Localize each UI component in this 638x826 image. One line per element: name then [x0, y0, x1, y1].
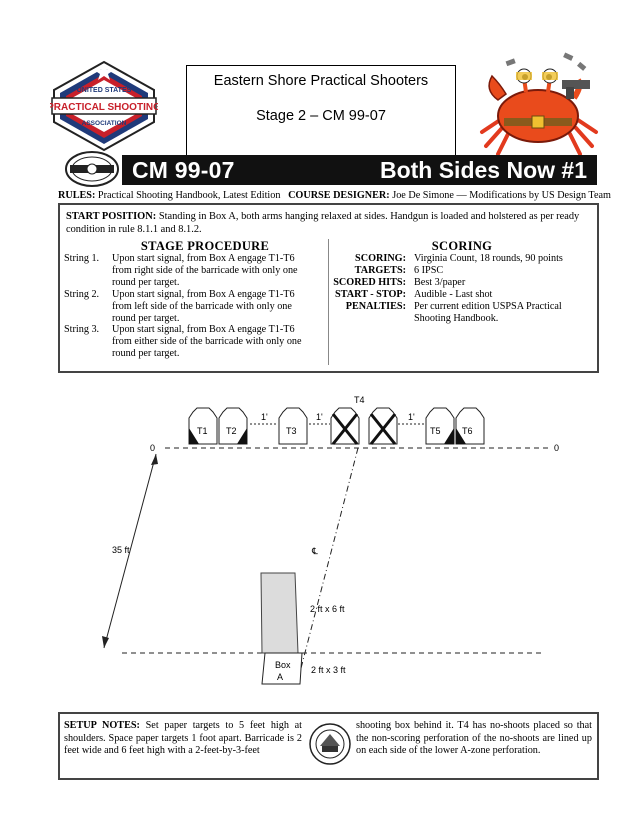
penalties-label: PENALTIES:: [345, 301, 406, 312]
distance-label: 35 ft: [112, 545, 130, 555]
string-text: [112, 324, 324, 360]
setup-notes-left: [64, 720, 302, 758]
spacing-label: 1': [316, 412, 323, 422]
targets-value: 6 IPSC: [414, 265, 444, 276]
box-size-label: 2 ft x 3 ft: [311, 665, 346, 675]
string-line: from either side of the barricade with only one: [112, 336, 302, 347]
rules-line: [58, 190, 618, 201]
setup-notes-text: Set paper targets to 5 feet high at shoulders. Space paper targets 1 foot apart. Barricade is 2 feet wide and 6 feet high with a 2-feet-by-3-feet: [64, 720, 302, 756]
rules-value: Practical Shooting Handbook, Latest Edition: [97, 190, 281, 201]
target-t4-no-shoot-left: [331, 408, 359, 444]
centerline-symbol: ℄: [312, 546, 318, 556]
start-position: [66, 211, 591, 236]
setup-notes-box: [58, 712, 599, 780]
target-label: T6: [462, 426, 473, 436]
scored-hits-value: Best 3/paper: [414, 277, 466, 288]
zero-label-right: 0: [554, 443, 560, 453]
target-label: T1: [197, 426, 208, 436]
design-team-emblem: [64, 150, 120, 188]
rules-label: RULES:: [58, 190, 96, 201]
stage-banner: [122, 155, 597, 185]
string-label: String 1.: [64, 253, 100, 264]
barricade: [261, 573, 298, 653]
box-label: A: [277, 672, 284, 682]
string-line: round per target.: [112, 348, 180, 359]
stage-info-box: [58, 203, 599, 373]
banner-stage-code: CM 99-07: [132, 157, 235, 183]
start-position-text: Standing in Box A, both arms hanging relaxed at sides. Handgun is loaded and holstered as per ready condition in rule 8.1.1 and 8.1.2.: [66, 211, 580, 235]
stage-diagram: [0, 390, 638, 700]
spacing-label: 1': [261, 412, 268, 422]
start-stop-value: Audible - Last shot: [414, 289, 493, 300]
target-t4-no-shoot-right: [369, 408, 397, 444]
string-line: Upon start signal, from Box A engage T1-T6: [112, 289, 295, 300]
setup-notes-label: SETUP NOTES:: [64, 720, 140, 731]
scored-hits-label: SCORED HITS:: [333, 277, 406, 288]
uspsa-logo: [50, 60, 158, 152]
scoring-heading: SCORING: [431, 239, 493, 253]
stage-name: Stage 2 – CM 99-07: [256, 108, 386, 124]
spacing-label: 1': [408, 412, 415, 422]
string-line: round per target.: [112, 313, 180, 324]
start-stop-label: START - STOP:: [335, 289, 406, 300]
zero-label-left: 0: [150, 443, 156, 453]
svg-text:PRACTICAL SHOOTING: PRACTICAL SHOOTING: [50, 102, 158, 113]
designer-value: Joe De Simone — Modifications by US Design Team: [392, 190, 611, 201]
procedure-heading: STAGE PROCEDURE: [140, 239, 270, 253]
penalties-value: Per current edition USPSA Practical Shooting Handbook.: [414, 301, 562, 324]
target-label: T3: [286, 426, 297, 436]
uspsa-seal: [308, 722, 352, 766]
designer-label: COURSE DESIGNER:: [288, 190, 390, 201]
string-line: Upon start signal, from Box A engage T1-T6: [112, 253, 295, 264]
box-label: Box: [275, 660, 291, 670]
string-line: Upon start signal, from Box A engage T1-T6: [112, 324, 295, 335]
barricade-label: 2 ft x 6 ft: [310, 604, 345, 614]
string-line: round per target.: [112, 277, 180, 288]
club-name: Eastern Shore Practical Shooters: [213, 73, 429, 89]
svg-text:ASSOCIATION: ASSOCIATION: [81, 120, 127, 127]
start-position-label: START POSITION:: [66, 211, 157, 222]
crab-mascot-illustration: [478, 50, 602, 158]
scoring-value: Virginia Count, 18 rounds, 90 points: [414, 253, 563, 264]
string-label: String 3.: [64, 324, 100, 335]
string-label: String 2.: [64, 289, 100, 300]
title-box: [186, 65, 456, 158]
target-label: T5: [430, 426, 441, 436]
string-line: from right side of the barricade with only one: [112, 265, 298, 276]
string-line: from left side of the barricade with only one: [112, 301, 292, 312]
svg-text:UNITED STATES: UNITED STATES: [76, 87, 132, 94]
target-label: T4: [354, 395, 365, 405]
targets-label: TARGETS:: [354, 265, 406, 276]
banner-stage-title: Both Sides Now #1: [379, 157, 587, 183]
setup-notes-right: shooting box behind it. T4 has no-shoots placed so that the non-scoring perforation of the no-shoots are lined up on each side of the lower A-zone perforation.: [356, 720, 592, 756]
scoring-label: SCORING:: [355, 253, 406, 264]
center-line: [300, 448, 358, 672]
target-label: T2: [226, 426, 237, 436]
